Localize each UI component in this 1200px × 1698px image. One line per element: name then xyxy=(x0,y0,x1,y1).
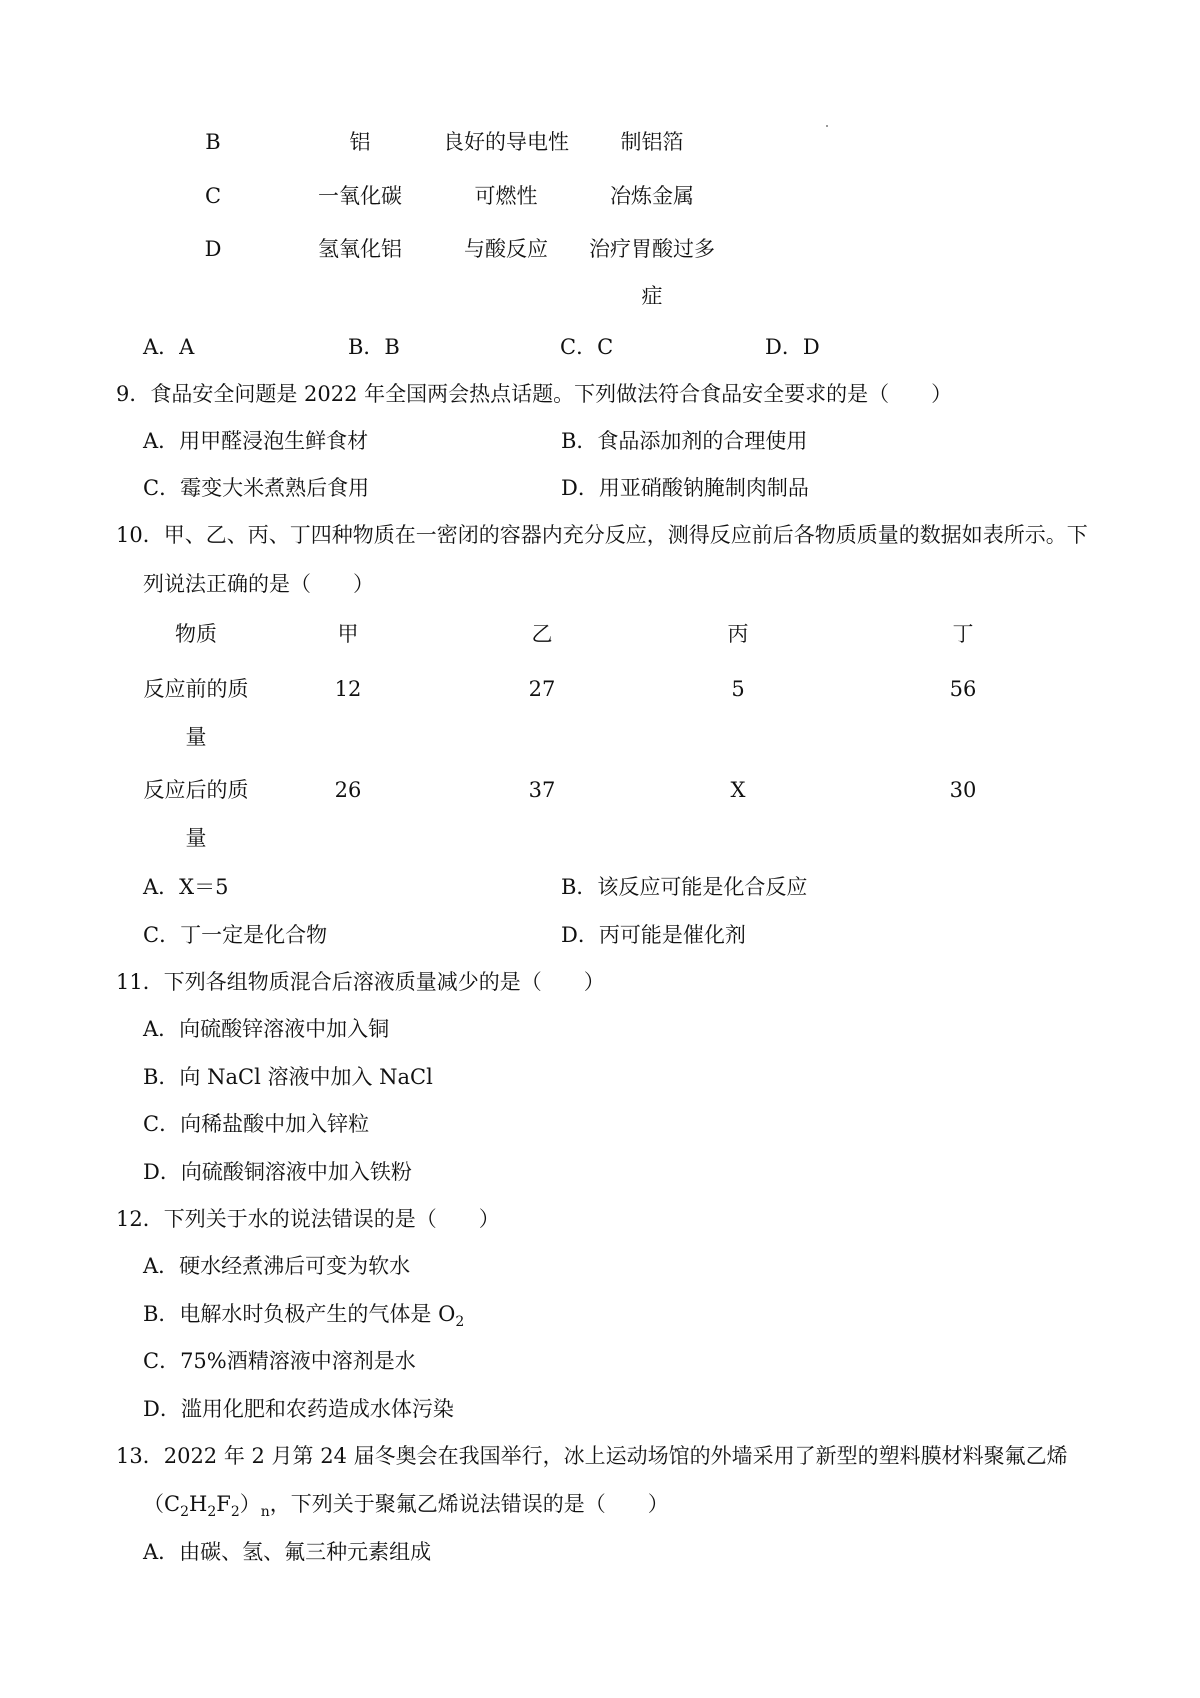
q8-option-b: B．B xyxy=(348,335,400,359)
q10-table-header-bing: 丙 xyxy=(727,622,749,646)
q10-table-after-ding: 30 xyxy=(949,778,977,802)
q13-option-a: A．由碳、氢、氟三种元素组成 xyxy=(143,1540,432,1564)
q10-table-before-label: 反应前的质 xyxy=(143,677,249,701)
q8-row-c-property: 可燃性 xyxy=(474,184,538,208)
q10-option-a: A．X＝5 xyxy=(143,875,229,899)
q10-table-header-ding: 丁 xyxy=(952,622,974,646)
q13-stem-rest: ，下列关于聚氟乙烯说法错误的是（ ） xyxy=(269,1492,669,1516)
q11-option-a: A．向硫酸锌溶液中加入铜 xyxy=(143,1017,390,1041)
q11-stem: 11．下列各组物质混合后溶液质量减少的是（ ） xyxy=(116,970,605,994)
q13-formula-close: ） xyxy=(239,1492,261,1516)
q9-stem: 9．食品安全问题是 2022 年全国两会热点话题。下列做法符合食品安全要求的是（ ） xyxy=(116,382,953,406)
q9-option-a: A．用甲醛浸泡生鲜食材 xyxy=(143,429,369,453)
q12-option-b-text: B．电解水时负极产生的气体是 O xyxy=(143,1302,456,1326)
q10-table-before-ding: 56 xyxy=(949,677,977,701)
q13-formula-h: H xyxy=(189,1492,208,1516)
q10-table-before-bing: 5 xyxy=(731,677,745,701)
q10-table-after-label-cont: 量 xyxy=(185,826,207,850)
q10-stem-line1: 10．甲、乙、丙、丁四种物质在一密闭的容器内充分反应，测得反应前后各物质质量的数据如表所示。下 xyxy=(116,523,1088,547)
q11-option-b: B．向 NaCl 溶液中加入 NaCl xyxy=(143,1065,433,1089)
q8-row-b-label: B xyxy=(205,130,221,154)
q10-option-d: D．丙可能是催化剂 xyxy=(561,923,746,947)
scan-speck xyxy=(826,125,828,127)
q10-table-header-jia: 甲 xyxy=(337,622,359,646)
q8-row-b-substance: 铝 xyxy=(349,130,371,154)
q10-table-header-substance: 物质 xyxy=(175,622,217,646)
q13-formula-open: （C xyxy=(143,1492,181,1516)
q13-formula-n: n xyxy=(260,1504,270,1520)
q12-option-b xyxy=(143,1302,465,1330)
q8-option-c: C．C xyxy=(560,335,614,359)
q12-stem: 12．下列关于水的说法错误的是（ ） xyxy=(116,1207,500,1231)
q10-table-before-jia: 12 xyxy=(334,677,362,701)
q12-option-c: C．75%酒精溶液中溶剂是水 xyxy=(143,1349,416,1373)
q10-table-after-jia: 26 xyxy=(334,778,362,802)
q13-stem-line2 xyxy=(143,1492,669,1520)
q10-option-c: C．丁一定是化合物 xyxy=(143,923,328,947)
q10-table-after-bing: X xyxy=(730,778,746,802)
q10-table-after-label: 反应后的质 xyxy=(143,778,249,802)
q12-option-d: D．滥用化肥和农药造成水体污染 xyxy=(143,1397,454,1421)
q10-stem-line2: 列说法正确的是（ ） xyxy=(143,572,374,596)
q8-option-d: D．D xyxy=(765,335,820,359)
q12-option-a: A．硬水经煮沸后可变为软水 xyxy=(143,1254,411,1278)
q11-option-c: C．向稀盐酸中加入锌粒 xyxy=(143,1112,370,1136)
q13-formula-sub3: 2 xyxy=(230,1504,240,1520)
q10-table-before-label-cont: 量 xyxy=(185,725,207,749)
q9-option-b: B．食品添加剂的合理使用 xyxy=(561,429,808,453)
q13-formula-sub1: 2 xyxy=(180,1504,189,1520)
q8-row-c-substance: 一氧化碳 xyxy=(318,184,402,208)
q8-row-b-property: 良好的导电性 xyxy=(443,130,569,154)
q8-row-d-property: 与酸反应 xyxy=(464,237,548,261)
q10-table-before-yi: 27 xyxy=(528,677,556,701)
q13-formula-sub2: 2 xyxy=(207,1504,217,1520)
q8-row-d-use: 治疗胃酸过多 xyxy=(589,237,715,261)
q8-row-b-use: 制铝箔 xyxy=(620,130,684,154)
q11-option-d: D．向硫酸铜溶液中加入铁粉 xyxy=(143,1160,412,1184)
q8-row-d-use-cont: 症 xyxy=(641,284,663,308)
q13-formula-f: F xyxy=(216,1492,231,1516)
q10-option-b: B．该反应可能是化合反应 xyxy=(561,875,808,899)
q8-row-d-substance: 氢氧化铝 xyxy=(318,237,402,261)
q9-option-d: D．用亚硝酸钠腌制肉制品 xyxy=(561,476,809,500)
q8-option-a: A．A xyxy=(143,335,195,359)
q8-row-c-use: 冶炼金属 xyxy=(610,184,694,208)
q9-option-c: C．霉变大米煮熟后食用 xyxy=(143,476,370,500)
q13-stem-line1: 13．2022 年 2 月第 24 届冬奥会在我国举行，冰上运动场馆的外墙采用了新型的塑料膜材料聚氟乙烯 xyxy=(116,1444,1068,1468)
q8-row-d-label: D xyxy=(204,237,222,261)
q10-table-after-yi: 37 xyxy=(528,778,556,802)
q8-row-c-label: C xyxy=(204,184,222,208)
q10-table-header-yi: 乙 xyxy=(531,622,553,646)
q12-option-b-subscript: 2 xyxy=(455,1314,465,1330)
